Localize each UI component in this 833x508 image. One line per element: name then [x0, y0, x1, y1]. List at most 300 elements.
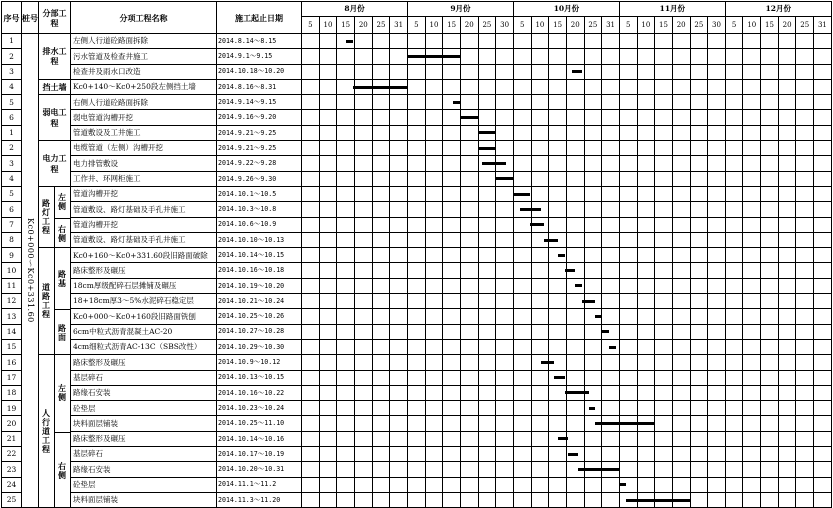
timeline-cell: [407, 186, 425, 201]
month-header-oct: 10月份: [513, 2, 619, 17]
timeline-cell: [637, 79, 655, 94]
timeline-cell: [549, 324, 567, 339]
timeline-cell: [584, 431, 602, 446]
day-tick: 25: [478, 17, 496, 34]
timeline-cell: [549, 156, 567, 171]
timeline-cell: [354, 477, 372, 492]
task-row: [2, 64, 832, 79]
task-row: [2, 278, 832, 293]
timeline-cell: [302, 232, 320, 247]
timeline-cell: [566, 125, 584, 140]
task-name: Kc0+160～Kc0+331.60段旧路面破除: [71, 248, 217, 263]
task-row: [2, 431, 832, 446]
timeline-cell: [425, 401, 443, 416]
timeline-cell: [708, 79, 726, 94]
timeline-cell: [708, 294, 726, 309]
timeline-cell: [337, 125, 355, 140]
timeline-cell: [743, 171, 761, 186]
task-name: Kc0+140～Kc0+250段左侧挡土墙: [71, 79, 217, 94]
timeline-cell: [796, 370, 814, 385]
timeline-cell: [513, 416, 531, 431]
day-tick: 5: [513, 17, 531, 34]
timeline-cell: [814, 232, 832, 247]
timeline-cell: [513, 125, 531, 140]
timeline-cell: [725, 309, 743, 324]
timeline-cell: [672, 202, 690, 217]
timeline-cell: [302, 202, 320, 217]
timeline-cell: [566, 49, 584, 64]
timeline-cell: [337, 370, 355, 385]
timeline-cell: [319, 171, 337, 186]
timeline-cell: [619, 431, 637, 446]
row-seq: 9: [2, 248, 22, 263]
timeline-cell: [708, 385, 726, 400]
timeline-cell: [319, 278, 337, 293]
timeline-cell: [619, 49, 637, 64]
row-seq: 13: [2, 309, 22, 324]
timeline-cell: [531, 110, 549, 125]
timeline-cell: [390, 202, 408, 217]
timeline-cell: [743, 156, 761, 171]
timeline-cell: [372, 202, 390, 217]
timeline-cell: [354, 110, 372, 125]
timeline-cell: [796, 34, 814, 49]
timeline-cell: [796, 125, 814, 140]
timeline-cell: [354, 186, 372, 201]
timeline-cell: [460, 95, 478, 110]
task-period: 2014.9.22～9.28: [217, 156, 302, 171]
timeline-cell: [425, 309, 443, 324]
timeline-cell: [354, 401, 372, 416]
timeline-cell: [531, 79, 549, 94]
timeline-cell: [302, 477, 320, 492]
row-seq: 19: [2, 401, 22, 416]
timeline-cell: [672, 232, 690, 247]
timeline-cell: [655, 34, 673, 49]
timeline-cell: [372, 110, 390, 125]
item-header: 分项工程名称: [71, 2, 217, 34]
timeline-cell: [725, 186, 743, 201]
timeline-cell: [425, 339, 443, 354]
day-tick: 10: [319, 17, 337, 34]
timeline-cell: [655, 202, 673, 217]
timeline-cell: [372, 217, 390, 232]
task-row: [2, 49, 832, 64]
timeline-cell: [443, 401, 461, 416]
timeline-cell: [372, 248, 390, 263]
timeline-cell: [602, 79, 620, 94]
task-period: 2014.10.27～10.28: [217, 324, 302, 339]
timeline-cell: [407, 248, 425, 263]
timeline-cell: [761, 248, 779, 263]
timeline-cell: [637, 156, 655, 171]
timeline-cell: [319, 401, 337, 416]
timeline-cell: [496, 34, 514, 49]
seq-header: 序号: [2, 2, 22, 34]
timeline-cell: [619, 294, 637, 309]
timeline-cell: [778, 294, 796, 309]
timeline-cell: [796, 64, 814, 79]
timeline-cell: [513, 49, 531, 64]
timeline-cell: [372, 324, 390, 339]
timeline-cell: [796, 447, 814, 462]
timeline-cell: [566, 34, 584, 49]
timeline-cell: [425, 477, 443, 492]
timeline-cell: [372, 462, 390, 477]
timeline-cell: [725, 110, 743, 125]
timeline-cell: [672, 156, 690, 171]
timeline-cell: [708, 462, 726, 477]
timeline-cell: [319, 232, 337, 247]
task-period: 2014.10.10～10.13: [217, 232, 302, 247]
timeline-cell: [619, 416, 637, 431]
timeline-cell: [725, 125, 743, 140]
timeline-cell: [302, 263, 320, 278]
timeline-cell: [602, 355, 620, 370]
timeline-cell: [761, 171, 779, 186]
timeline-cell: [637, 171, 655, 186]
timeline-cell: [602, 64, 620, 79]
timeline-cell: [725, 477, 743, 492]
timeline-cell: [619, 385, 637, 400]
timeline-cell: [584, 477, 602, 492]
timeline-cell: [319, 263, 337, 278]
day-tick: 30: [496, 17, 514, 34]
timeline-cell: [655, 248, 673, 263]
row-seq: 5: [2, 186, 22, 201]
row-seq: 11: [2, 278, 22, 293]
timeline-cell: [814, 278, 832, 293]
timeline-cell: [584, 370, 602, 385]
timeline-cell: [390, 294, 408, 309]
timeline-cell: [478, 462, 496, 477]
timeline-cell: [496, 401, 514, 416]
task-row: [2, 202, 832, 217]
timeline-cell: [725, 156, 743, 171]
timeline-cell: [637, 202, 655, 217]
division-weak: 弱电工程: [39, 95, 71, 141]
division-drainage: 排水工程: [39, 34, 71, 80]
timeline-cell: [478, 385, 496, 400]
timeline-cell: [602, 125, 620, 140]
timeline-cell: [460, 232, 478, 247]
timeline-cell: [354, 156, 372, 171]
day-tick: 25: [584, 17, 602, 34]
timeline-cell: [584, 355, 602, 370]
timeline-cell: [761, 232, 779, 247]
task-row: [2, 447, 832, 462]
timeline-cell: [655, 141, 673, 156]
timeline-cell: [319, 95, 337, 110]
timeline-cell: [354, 171, 372, 186]
timeline-cell: [531, 263, 549, 278]
timeline-cell: [407, 477, 425, 492]
timeline-cell: [337, 385, 355, 400]
timeline-cell: [337, 416, 355, 431]
timeline-cell: [708, 110, 726, 125]
timeline-cell: [407, 64, 425, 79]
timeline-cell: [319, 370, 337, 385]
timeline-cell: [761, 355, 779, 370]
timeline-cell: [761, 431, 779, 446]
timeline-cell: [672, 294, 690, 309]
timeline-cell: [496, 385, 514, 400]
timeline-cell: [637, 385, 655, 400]
timeline-cell: [460, 64, 478, 79]
timeline-cell: [743, 79, 761, 94]
task-period: 2014.9.14～9.15: [217, 95, 302, 110]
timeline-cell: [690, 324, 708, 339]
timeline-cell: [602, 447, 620, 462]
timeline-cell: [584, 339, 602, 354]
timeline-cell: [672, 217, 690, 232]
timeline-cell: [761, 79, 779, 94]
day-tick: 15: [761, 17, 779, 34]
timeline-cell: [354, 232, 372, 247]
timeline-cell: [531, 156, 549, 171]
timeline-cell: [337, 171, 355, 186]
timeline-cell: [566, 339, 584, 354]
timeline-cell: [655, 79, 673, 94]
timeline-cell: [672, 355, 690, 370]
timeline-cell: [337, 477, 355, 492]
timeline-cell: [390, 263, 408, 278]
timeline-cell: [778, 95, 796, 110]
task-row: [2, 217, 832, 232]
timeline-cell: [531, 278, 549, 293]
timeline-cell: [655, 217, 673, 232]
timeline-cell: [319, 462, 337, 477]
timeline-cell: [354, 324, 372, 339]
timeline-cell: [725, 447, 743, 462]
timeline-cell: [549, 492, 567, 507]
timeline-cell: [443, 294, 461, 309]
timeline-cell: [337, 95, 355, 110]
timeline-cell: [584, 64, 602, 79]
timeline-cell: [337, 64, 355, 79]
timeline-cell: [708, 156, 726, 171]
timeline-cell: [619, 141, 637, 156]
timeline-cell: [619, 110, 637, 125]
timeline-cell: [460, 416, 478, 431]
timeline-cell: [619, 355, 637, 370]
task-name: 路缘石安装: [71, 462, 217, 477]
timeline-cell: [708, 416, 726, 431]
timeline-cell: [708, 401, 726, 416]
timeline-cell: [302, 401, 320, 416]
timeline-cell: [425, 370, 443, 385]
timeline-cell: [425, 186, 443, 201]
task-name: 弱电管道沟槽开挖: [71, 110, 217, 125]
timeline-cell: [354, 447, 372, 462]
timeline-cell: [478, 64, 496, 79]
timeline-cell: [513, 477, 531, 492]
timeline-cell: [690, 34, 708, 49]
timeline-cell: [443, 462, 461, 477]
day-tick: 5: [619, 17, 637, 34]
timeline-cell: [672, 64, 690, 79]
timeline-cell: [602, 324, 620, 339]
timeline-cell: [690, 156, 708, 171]
row-seq: 23: [2, 462, 22, 477]
timeline-cell: [407, 202, 425, 217]
timeline-cell: [390, 110, 408, 125]
timeline-cell: [302, 79, 320, 94]
timeline-cell: [549, 141, 567, 156]
timeline-cell: [407, 34, 425, 49]
timeline-cell: [637, 141, 655, 156]
task-row: [2, 355, 832, 370]
timeline-cell: [672, 141, 690, 156]
timeline-cell: [549, 385, 567, 400]
row-seq: 4: [2, 171, 22, 186]
timeline-cell: [672, 248, 690, 263]
timeline-cell: [725, 95, 743, 110]
timeline-cell: [584, 125, 602, 140]
task-name: 管道敷设及工井施工: [71, 125, 217, 140]
timeline-cell: [814, 370, 832, 385]
timeline-cell: [566, 79, 584, 94]
task-row: [2, 294, 832, 309]
timeline-cell: [531, 95, 549, 110]
timeline-cell: [337, 294, 355, 309]
timeline-cell: [549, 34, 567, 49]
timeline-cell: [796, 217, 814, 232]
timeline-cell: [425, 110, 443, 125]
timeline-cell: [496, 477, 514, 492]
timeline-cell: [513, 294, 531, 309]
day-tick: 31: [602, 17, 620, 34]
timeline-cell: [566, 64, 584, 79]
timeline-cell: [478, 186, 496, 201]
timeline-cell: [425, 202, 443, 217]
timeline-cell: [690, 294, 708, 309]
timeline-cell: [761, 263, 779, 278]
timeline-cell: [672, 110, 690, 125]
timeline-cell: [619, 401, 637, 416]
timeline-cell: [619, 95, 637, 110]
timeline-cell: [460, 492, 478, 507]
timeline-cell: [390, 447, 408, 462]
timeline-cell: [655, 232, 673, 247]
timeline-cell: [443, 79, 461, 94]
timeline-cell: [496, 186, 514, 201]
timeline-cell: [637, 248, 655, 263]
timeline-cell: [566, 278, 584, 293]
timeline-cell: [814, 401, 832, 416]
timeline-cell: [602, 477, 620, 492]
timeline-cell: [725, 49, 743, 64]
timeline-cell: [584, 156, 602, 171]
timeline-cell: [337, 462, 355, 477]
timeline-cell: [478, 263, 496, 278]
task-row: [2, 248, 832, 263]
timeline-cell: [566, 232, 584, 247]
task-name: 路床整形及碾压: [71, 431, 217, 446]
timeline-cell: [302, 171, 320, 186]
timeline-cell: [602, 232, 620, 247]
timeline-cell: [302, 355, 320, 370]
timeline-cell: [814, 263, 832, 278]
task-period: 2014.10.3～10.8: [217, 202, 302, 217]
timeline-cell: [372, 186, 390, 201]
day-tick: 25: [796, 17, 814, 34]
timeline-cell: [390, 34, 408, 49]
timeline-cell: [584, 110, 602, 125]
day-tick: 5: [725, 17, 743, 34]
timeline-cell: [390, 324, 408, 339]
timeline-cell: [302, 64, 320, 79]
timeline-cell: [778, 324, 796, 339]
timeline-cell: [407, 462, 425, 477]
timeline-cell: [778, 232, 796, 247]
timeline-cell: [478, 416, 496, 431]
timeline-cell: [655, 324, 673, 339]
timeline-cell: [778, 477, 796, 492]
timeline-cell: [655, 385, 673, 400]
timeline-cell: [637, 462, 655, 477]
timeline-cell: [655, 125, 673, 140]
timeline-cell: [302, 49, 320, 64]
timeline-cell: [796, 49, 814, 64]
timeline-cell: [443, 125, 461, 140]
timeline-cell: [425, 125, 443, 140]
timeline-cell: [725, 462, 743, 477]
timeline-cell: [566, 401, 584, 416]
timeline-cell: [390, 278, 408, 293]
timeline-cell: [584, 401, 602, 416]
row-seq: 25: [2, 492, 22, 507]
timeline-cell: [690, 248, 708, 263]
timeline-cell: [443, 110, 461, 125]
timeline-cell: [460, 309, 478, 324]
timeline-cell: [743, 355, 761, 370]
timeline-cell: [549, 401, 567, 416]
timeline-cell: [549, 431, 567, 446]
timeline-cell: [761, 447, 779, 462]
task-period: 2014.10.23～10.24: [217, 401, 302, 416]
timeline-cell: [549, 232, 567, 247]
task-row: [2, 309, 832, 324]
timeline-cell: [531, 401, 549, 416]
timeline-cell: [319, 248, 337, 263]
timeline-cell: [390, 462, 408, 477]
timeline-cell: [372, 79, 390, 94]
row-seq: 20: [2, 416, 22, 431]
timeline-cell: [443, 64, 461, 79]
timeline-cell: [566, 248, 584, 263]
subdivision-label: 右侧: [57, 224, 68, 243]
timeline-cell: [407, 232, 425, 247]
timeline-cell: [354, 462, 372, 477]
timeline-cell: [531, 232, 549, 247]
timeline-cell: [725, 492, 743, 507]
timeline-cell: [549, 477, 567, 492]
timeline-cell: [478, 294, 496, 309]
timeline-cell: [513, 324, 531, 339]
timeline-cell: [708, 370, 726, 385]
timeline-cell: [496, 462, 514, 477]
timeline-cell: [302, 447, 320, 462]
timeline-cell: [337, 324, 355, 339]
timeline-cell: [708, 324, 726, 339]
timeline-cell: [619, 263, 637, 278]
timeline-cell: [531, 171, 549, 186]
timeline-cell: [814, 324, 832, 339]
timeline-cell: [761, 34, 779, 49]
timeline-cell: [478, 431, 496, 446]
timeline-cell: [496, 370, 514, 385]
